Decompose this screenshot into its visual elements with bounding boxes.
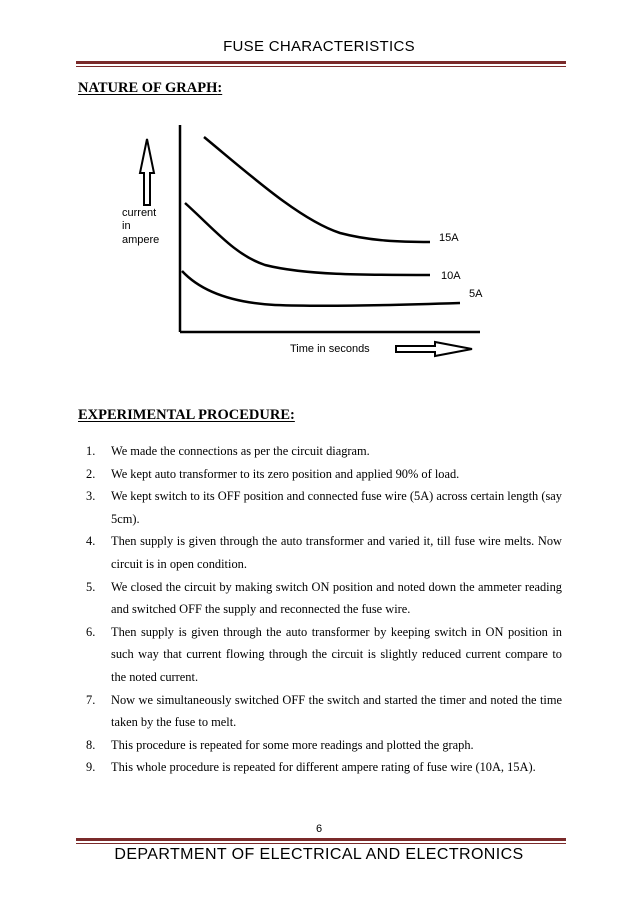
procedure-step-number: 9. xyxy=(86,760,96,775)
curve-label-10a: 10A xyxy=(441,270,461,282)
procedure-step-text: We closed the circuit by making switch ON position and noted down the ammeter reading and switched OFF the supply and reconnected the fuse wire. xyxy=(111,579,562,617)
procedure-step xyxy=(86,756,562,779)
procedure-step-text: We kept auto transformer to its zero position and applied 90% of load. xyxy=(111,466,460,481)
procedure-step-number: 3. xyxy=(86,489,96,504)
procedure-step-text: We made the connections as per the circuit diagram. xyxy=(111,444,370,458)
procedure-step xyxy=(86,621,562,689)
procedure-step xyxy=(86,576,562,621)
procedure-step-number: 2. xyxy=(86,466,96,481)
procedure-step xyxy=(86,530,562,575)
footer-divider-thick xyxy=(76,838,566,841)
procedure-step-text: Then supply is given through the auto transformer by keeping switch in ON position in such way that current flowing through the circuit is slightly reduced current compare to the noted current. xyxy=(111,624,562,684)
procedure-step-text: This whole procedure is repeated for different ampere rating of fuse wire (10A, 15A). xyxy=(111,760,536,775)
procedure-step-text: Now we simultaneously switched OFF the switch and started the timer and noted the time taken by the fuse to melt. xyxy=(111,692,562,730)
footer-divider-thin xyxy=(76,843,566,844)
procedure-step-text: This procedure is repeated for some more readings and plotted the graph. xyxy=(111,737,474,752)
y-axis-label-line-3: ampere xyxy=(122,234,160,246)
curve-10a xyxy=(185,203,430,275)
y-axis-arrow-icon xyxy=(140,139,154,205)
procedure-step-number: 6. xyxy=(86,624,96,639)
graph-section-heading-colon: : xyxy=(217,80,223,96)
curve-15a xyxy=(204,137,430,242)
procedure-step-number: 8. xyxy=(86,737,96,752)
curve-label-15a: 15A xyxy=(439,232,459,244)
procedure-step-number: 5. xyxy=(86,579,96,594)
procedure-step-text: We kept switch to its OFF position and connected fuse wire (5A) across certain length (say 5cm). xyxy=(111,489,562,526)
page-number: 6 xyxy=(315,823,323,835)
curve-label-5a: 5A xyxy=(469,288,483,300)
procedure-step xyxy=(86,463,562,486)
y-axis-label-line-2: in xyxy=(122,220,131,232)
header-divider-thick xyxy=(76,61,566,64)
y-axis-label-line-1: current xyxy=(122,207,157,219)
procedure-step xyxy=(86,440,562,463)
x-axis-label: Time in seconds xyxy=(290,343,370,355)
procedure-step xyxy=(86,485,562,530)
footer-department: DEPARTMENT OF ELECTRICAL AND ELECTRONICS xyxy=(114,846,524,863)
graph-section-heading-text: NATURE OF GRAPH xyxy=(78,80,218,96)
graph-section-heading xyxy=(78,80,222,97)
procedure-step xyxy=(86,689,562,734)
procedure-step xyxy=(86,734,562,757)
fuse-characteristic-graph xyxy=(100,115,500,365)
procedure-section-heading: EXPERIMENTAL PROCEDURE: xyxy=(78,407,295,423)
page-header-title: FUSE CHARACTERISTICS xyxy=(223,38,415,55)
x-axis-arrow-icon xyxy=(396,342,472,356)
procedure-list xyxy=(86,440,562,779)
procedure-step-number: 1. xyxy=(86,444,96,458)
procedure-step-text: Then supply is given through the auto transformer and varied it, till fuse wire melts. Now circuit is in open condition. xyxy=(111,534,562,571)
header-divider-thin xyxy=(76,66,566,67)
procedure-step-number: 4. xyxy=(86,534,96,549)
procedure-step-number: 7. xyxy=(86,692,96,707)
